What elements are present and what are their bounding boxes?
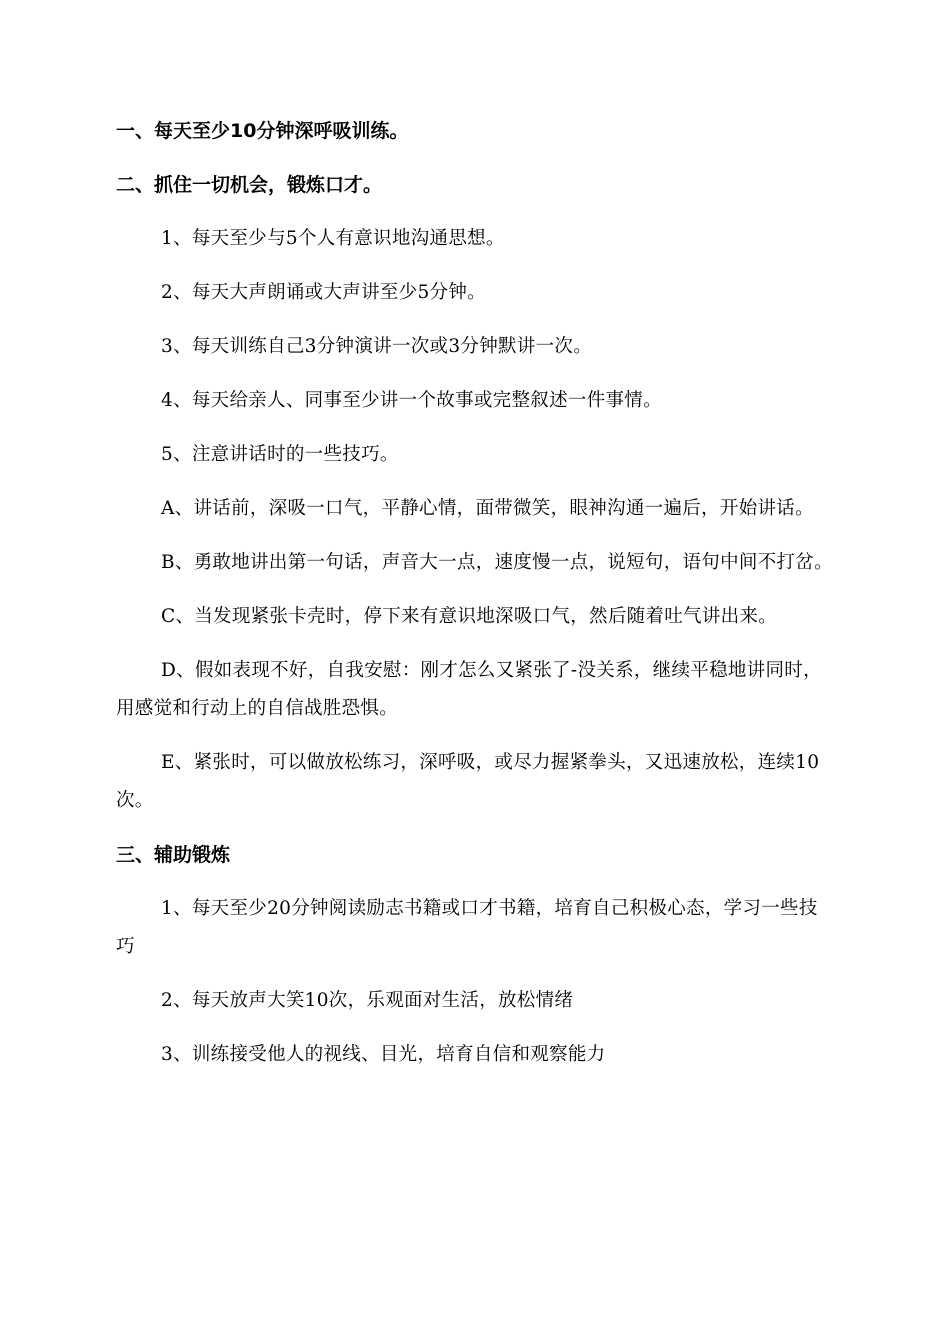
list-item-2-4: 4、每天给亲人、同事至少讲一个故事或完整叙述一件事情。 — [161, 390, 662, 411]
section-heading-3: 三、辅助锻炼 — [116, 844, 231, 866]
section-heading-1: 一、每天至少10分钟深呼吸训练。 — [116, 120, 409, 142]
section-heading-2: 二、抓住一切机会，锻炼口才。 — [116, 174, 383, 196]
tip-item-b: B、勇敢地讲出第一句话，声音大一点，速度慢一点，说短句，语句中间不打岔。 — [161, 552, 833, 573]
list-item-2-1: 1、每天至少与5个人有意识地沟通思想。 — [161, 228, 505, 249]
tip-item-c: C、当发现紧张卡壳时，停下来有意识地深吸口气，然后随着吐气讲出来。 — [161, 606, 778, 627]
list-item-2-5: 5、注意讲话时的一些技巧。 — [161, 444, 399, 465]
list-item-2-2: 2、每天大声朗诵或大声讲至少5分钟。 — [161, 282, 486, 303]
list-item-3-3: 3、训练接受他人的视线、目光，培育自信和观察能力 — [161, 1044, 606, 1065]
document-body — [116, 112, 834, 1090]
tip-item-a: A、讲话前，深吸一口气，平静心情，面带微笑，眼神沟通一遍后，开始讲话。 — [161, 498, 814, 519]
list-item-3-1: 1、每天至少20分钟阅读励志书籍或口才书籍，培育自己积极心态，学习一些技巧 — [116, 898, 818, 957]
list-item-3-2: 2、每天放声大笑10次，乐观面对生活，放松情绪 — [161, 990, 574, 1011]
tip-item-e: E、紧张时，可以做放松练习，深呼吸，或尽力握紧拳头，又迅速放松，连续10次。 — [116, 752, 820, 811]
tip-item-d: D、假如表现不好，自我安慰：刚才怎么又紧张了-没关系，继续平稳地讲同时，用感觉和行动上的自信战胜恐惧。 — [116, 660, 822, 719]
list-item-2-3: 3、每天训练自己3分钟演讲一次或3分钟默讲一次。 — [161, 336, 593, 357]
